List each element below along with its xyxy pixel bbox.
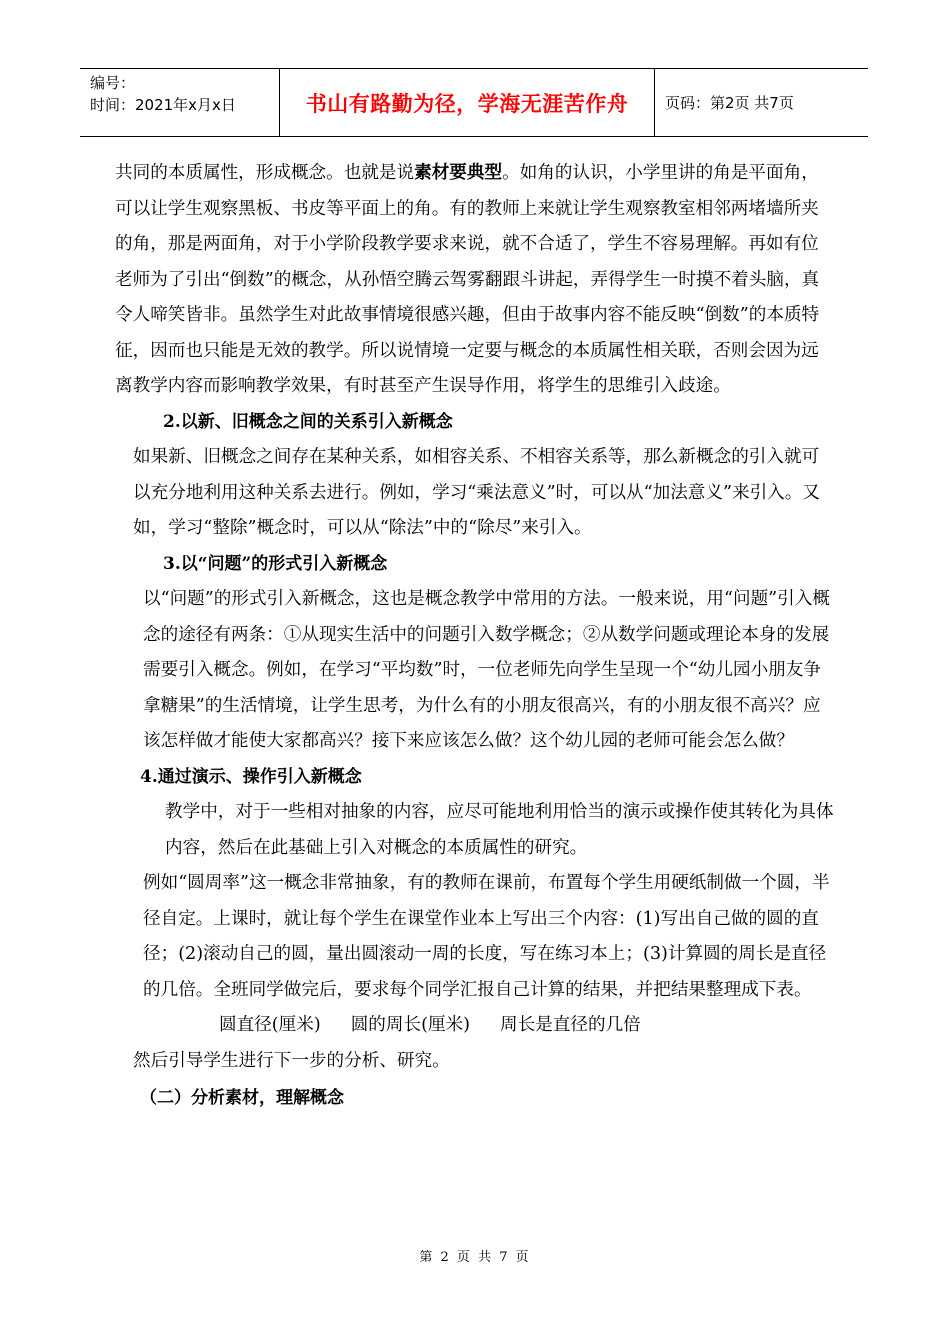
paragraph-5: 例如“圆周率”这一概念非常抽象，有的教师在课前，布置每个学生用硬纸制做一个圆，半径自定。上课时，就让每个学生在课堂作业本上写出三个内容：(1)写出自己做的圆的直径；(2)滚动自己的圆，量出圆滚动一周的长度，写在练习本上；(3)计算圆的周长是直径的几倍。全班同学做完后，要求每个同学汇报自己计算的结果，并把结果整理成下表。圆直径(厘米) 圆的周长(厘米) 周长是直径的几倍 xyxy=(115,866,835,1044)
section-heading-3: 3.以“问题”的形式引入新概念 xyxy=(163,553,388,574)
header-meta xyxy=(80,69,280,136)
page-header xyxy=(80,68,868,137)
date-label: 时间：2021年x月x日 xyxy=(90,96,236,114)
table-col-diameter: 圆直径(厘米) xyxy=(219,1015,321,1035)
paragraph-4: 教学中，对于一些相对抽象的内容，应尽可能地利用恰当的演示或操作使其转化为具体内容，然后在此基础上引入对概念的本质属性的研究。 xyxy=(165,802,834,858)
paragraph-2: 如果新、旧概念之间存在某种关系，如相容关系、不相容关系等，那么新概念的引入就可以充分地利用这种关系去进行。例如，学习“乘法意义”时，可以从“加法意义”来引入。又如，学习“整除”概念时，可以从“除法”中的“除尽”来引入。 xyxy=(133,447,820,538)
paragraph-6: 然后引导学生进行下一步的分析、研究。 xyxy=(133,1050,450,1071)
header-motto: 书山有路勤为径，学海无涯苦作舟 xyxy=(280,69,655,136)
header-page-info: 页码：第2页 共7页 xyxy=(665,94,794,112)
paragraph-3: 以“问题”的形式引入新概念，这也是概念教学中常用的方法。一般来说，用“问题”引入概念的途径有两条：①从现实生活中的问题引入数学概念；②从数学问题或理论本身的发展需要引入概念。例如，在学习“平均数”时，一位老师先向学生呈现一个“幼儿园小朋友争拿糖果”的生活情境，让学生思考，为什么有的小朋友很高兴，有的小朋友很不高兴？应该怎样做才能使大家都高兴？接下来应该怎么做？这个幼儿园的老师可能会怎么做？ xyxy=(143,589,830,751)
table-col-ratio: 周长是直径的几倍 xyxy=(500,1015,641,1035)
section-heading-2: 2.以新、旧概念之间的关系引入新概念 xyxy=(163,411,453,432)
section-heading-5: （二）分析素材，理解概念 xyxy=(140,1088,344,1108)
table-col-circumference: 圆的周长(厘米) xyxy=(350,1015,470,1035)
section-heading-4: 4.通过演示、操作引入新概念 xyxy=(140,766,362,787)
paragraph-1: 共同的本质属性，形成概念。也就是说素材要典型。如角的认识，小学里讲的角是平面角，可以让学生观察黑板、书皮等平面上的角。有的教师上来就让学生观察教室相邻两堵墙所夹的角，那是两面角，对于小学阶段教学要求来说，就不合适了，学生不容易理解。再如有位老师为了引出“倒数”的概念，从孙悟空腾云驾雾翻跟斗讲起，弄得学生一时摸不着头脑，真令人啼笑皆非。虽然学生对此故事情境很感兴趣，但由于故事内容不能反映“倒数”的本质特征，因而也只能是无效的教学。所以说情境一定要与概念的本质属性相关联，否则会因为远离教学内容而影响教学效果，有时甚至产生误导作用，将学生的思维引入歧途。 xyxy=(115,162,820,396)
emphasis-text: 素材要典型 xyxy=(414,162,503,183)
page-footer: 第 2 页 共 7 页 xyxy=(419,1250,531,1265)
serial-label: 编号： xyxy=(90,74,136,92)
document-body xyxy=(115,155,835,1117)
